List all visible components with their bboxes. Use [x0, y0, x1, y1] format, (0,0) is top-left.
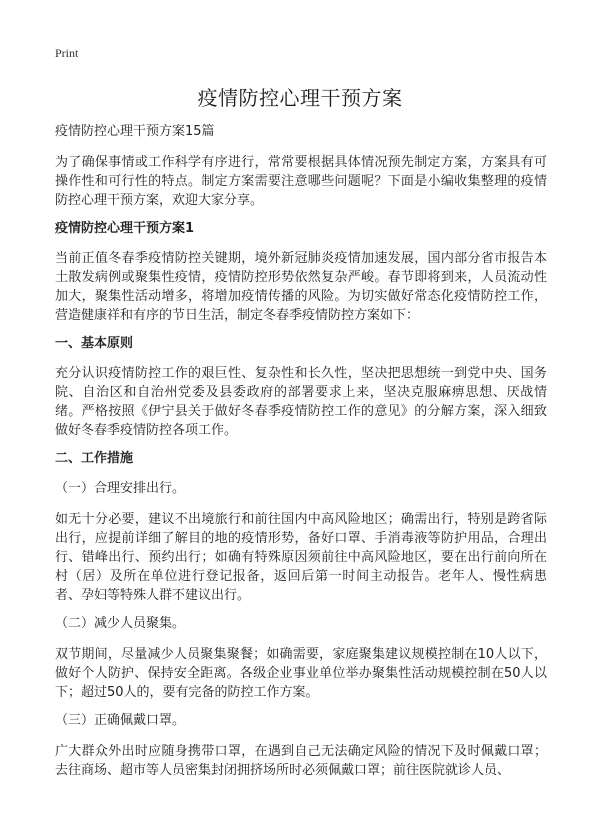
document-body — [55, 122, 547, 789]
measure-2-paragraph: 双节期间，尽量减少人员聚集聚餐；如确需要，家庭聚集建议规模控制在10人以下，做好个人防护、保持安全距离。各级企业事业单位举办聚集性活动规模控制在50人以下；超过50人的，要有完备的防控工作方案。 — [55, 647, 547, 700]
section-intro-paragraph: 当前正值冬春季疫情防控关键期，境外新冠肺炎疫情加速发展，国内部分省市报告本土散发病例或聚集性疫情，疫情防控形势依然复杂严峻。春节即将到来，人员流动性加大，聚集性活动增多，将增加疫情传播的风险。为切实做好常态化疫情防控工作，营造健康祥和有序的节日生活，制定冬春季疫情防控方案如下： — [55, 251, 547, 323]
heading-work-measures: 二、工作措施 — [55, 451, 134, 466]
principles-paragraph: 充分认识疫情防控工作的艰巨性、复杂性和长久性，坚决把思想统一到党中央、国务院、自治区和自治州党委及县委政府的部署要求上来，坚决克服麻痹思想、厌战情绪。严格按照《伊宁县关于做好冬春季疫情防控工作的意见》的分解方案，深入细致做好冬春季疫情防控各项工作。 — [55, 366, 547, 438]
document-subtitle: 疫情防控心理干预方案15篇 — [55, 124, 215, 139]
intro-paragraph: 为了确保事情或工作科学有序进行，常常要根据具体情况预先制定方案，方案具有可操作性和可行性的特点。制定方案需要注意哪些问题呢？下面是小编收集整理的疫情防控心理干预方案，欢迎大家分享。 — [55, 155, 547, 208]
measure-3-title: （三）正确佩戴口罩。 — [55, 713, 186, 728]
print-link[interactable]: Print — [55, 46, 79, 60]
measure-1-title: （一）合理安排出行。 — [55, 481, 186, 496]
page-title: 疫情防控心理干预方案 — [197, 86, 403, 110]
measure-1-paragraph: 如无十分必要，建议不出境旅行和前往国内中高风险地区；确需出行，特别是跨省际出行，应提前详细了解目的地的疫情形势，备好口罩、手消毒液等防护用品，合理出行、错峰出行、预约出行；如确有特殊原因须前往中高风险地区，要在出行前向所在村（居）及所在单位进行登记报备，返回后第一时间主动报告。老年人、慢性病患者、孕妇等特殊人群不建议出行。 — [55, 512, 547, 603]
heading-basic-principles: 一、基本原则 — [55, 336, 134, 351]
section-title: 疫情防控心理干预方案1 — [55, 221, 195, 236]
measure-3-paragraph: 广大群众外出时应随身携带口罩，在遇到自己无法确定风险的情况下及时佩戴口罩；去往商场、超市等人员密集封闭拥挤场所时必须佩戴口罩；前往医院就诊人员、 — [55, 744, 547, 778]
measure-2-title: （二）减少人员聚集。 — [55, 616, 186, 631]
